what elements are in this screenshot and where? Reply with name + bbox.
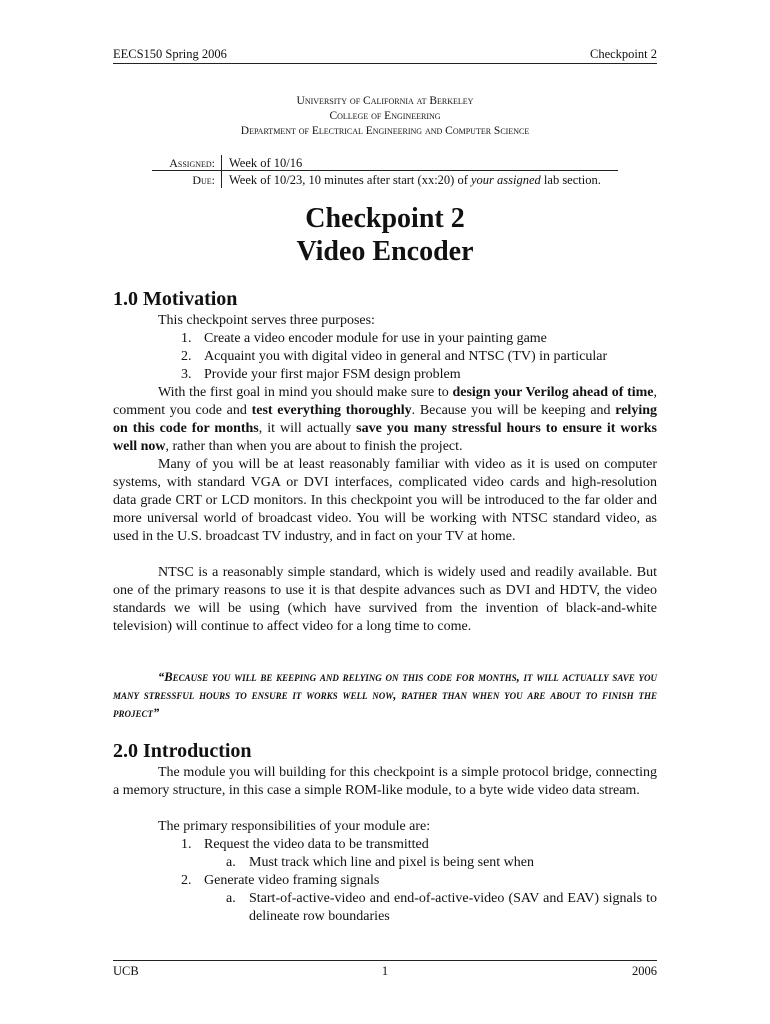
college-name: College of Engineering — [329, 110, 441, 122]
motivation-paragraph-2: Many of you will be at least reasonably familiar with video as it is used on computer systems, with standard VGA or DVI interfaces, complicated video cards and high-resolution data grade CRT or LCD monitors. In this checkpoint you will be introduced to the far older and more universal world of broadcast video. You will be working with NTSC standard video, as used in the U.S. broadcast TV industry, and in fact on your TV at home. — [113, 457, 657, 544]
assigned-label: Assigned: — [169, 156, 215, 170]
responsibility-subitem: Start-of-active-video and end-of-active-video (SAV and EAV) signals to delineate row boundaries — [249, 891, 657, 924]
responsibility-number: 1. — [181, 837, 192, 852]
introduction-paragraph-1: The module you will building for this checkpoint is a simple protocol bridge, connecting a memory structure, in this case a simple ROM-like module, to a byte wide video data stream. — [113, 765, 657, 798]
page-number: 1 — [381, 964, 389, 978]
purpose-number: 2. — [181, 349, 192, 364]
doc-title-line1: Checkpoint 2 — [305, 203, 465, 234]
responsibilities-intro: The primary responsibilities of your module are: — [158, 819, 431, 834]
motivation-paragraph-3: NTSC is a reasonably simple standard, which is widely used and readily available. But one of the primary reasons to use it is that despite advances such as DVI and HDTV, the video standards we will be using (which have survived from the invention of black-and-white television) will continue to affect video for a long time to come. — [113, 565, 657, 634]
header-course: EECS150 Spring 2006 — [113, 47, 227, 61]
purpose-number: 1. — [181, 331, 192, 346]
purpose-item: Provide your first major FSM design problem — [204, 367, 461, 382]
assigned-value: Week of 10/16 — [229, 156, 303, 170]
footer-rule — [113, 960, 657, 961]
purpose-number: 3. — [181, 367, 192, 382]
purpose-item: Create a video encoder module for use in your painting game — [204, 331, 547, 346]
responsibility-subitem: Must track which line and pixel is being sent when — [249, 855, 534, 870]
responsibility-item: Generate video framing signals — [204, 873, 380, 888]
motivation-paragraph-1: With the first goal in mind you should make sure to design your Verilog ahead of time, comment you code and test everything thoroughly. Because you will be keeping and relying on this code for months, it will actually save you many stressful hours to ensure it works well now, rather than when you are about to finish the project. — [113, 385, 657, 454]
header-checkpoint: Checkpoint 2 — [589, 47, 657, 61]
section-heading-motivation: 1.0 Motivation — [113, 288, 238, 310]
assignment-divider — [221, 155, 222, 188]
due-label: Due: — [192, 173, 215, 187]
section-heading-introduction: 2.0 Introduction — [113, 740, 252, 762]
department-name: Department of Electrical Engineering and Computer Science — [240, 125, 530, 137]
header-rule — [113, 63, 657, 64]
responsibility-item: Request the video data to be transmitted — [204, 837, 429, 852]
responsibility-subletter: a. — [226, 891, 236, 906]
pull-quote: “Because you will be keeping and relying on this code for months, it will actually save you many stressful hours to ensure it works well now, rather than when you are about to finish the project” — [113, 670, 657, 720]
university-name: University of California at Berkeley — [296, 95, 474, 107]
responsibility-number: 2. — [181, 873, 192, 888]
footer-left: UCB — [113, 964, 139, 978]
responsibility-subletter: a. — [226, 855, 236, 870]
purpose-item: Acquaint you with digital video in general and NTSC (TV) in particular — [204, 349, 608, 364]
footer-year: 2006 — [632, 964, 657, 978]
motivation-intro: This checkpoint serves three purposes: — [158, 313, 375, 328]
doc-title-line2: Video Encoder — [296, 236, 474, 267]
due-value: Week of 10/23, 10 minutes after start (xx:20) of your assigned lab section. — [229, 173, 601, 187]
